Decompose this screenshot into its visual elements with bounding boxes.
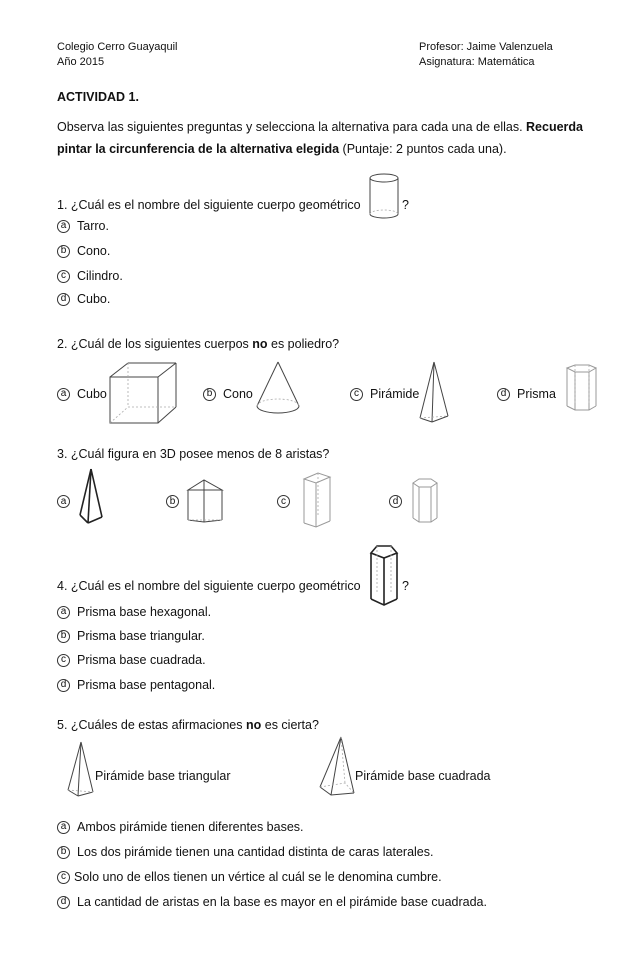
option-label: Solo uno de ellos tienen un vértice al cuál se le denomina cumbre. [74,870,442,884]
teacher: Profesor: Jaime Valenzuela [419,41,553,53]
q2-option-d[interactable] [497,387,556,401]
radio-circle[interactable]: b [57,846,70,859]
q1-option-c[interactable] [57,269,123,283]
q3-option-b[interactable] [166,495,186,508]
q2-text-start: 2. ¿Cuál de los siguientes cuerpos [57,337,253,351]
q1-text: 1. ¿Cuál es el nombre del siguiente cuerpo geométrico [57,198,361,212]
pyramid-figure [417,360,451,426]
fig1-label: Pirámide base triangular [95,769,231,783]
q2-text [57,336,339,352]
q5-text [57,717,319,733]
q5-option-c[interactable] [57,870,442,884]
pentagonal-prism-figure [367,543,401,609]
instructions-score: (Puntaje: 2 puntos cada una). [339,142,507,156]
option-label: Ambos pirámide tienen diferentes bases. [77,820,304,834]
cone-figure [254,360,302,418]
option-label: Pirámide [370,387,420,401]
option-label: Prisma base triangular. [77,629,205,643]
q3-option-a[interactable] [57,495,77,508]
square-pyramid-figure [318,735,358,801]
cube-figure [108,361,180,427]
option-label: Prisma base pentagonal. [77,678,216,692]
radio-circle[interactable]: d [57,293,70,306]
option-label: Cubo. [77,292,111,306]
option-label: Tarro. [77,219,109,233]
hexagonal-prism-figure [561,364,601,416]
q5-text-end: es cierta? [261,718,319,732]
radio-circle[interactable]: c [277,495,290,508]
radio-circle[interactable]: a [57,821,70,834]
radio-circle[interactable]: c [350,388,363,401]
q2-option-a[interactable] [57,387,107,401]
instructions [57,116,592,160]
year: Año 2015 [57,56,105,68]
radio-circle[interactable]: d [57,896,70,909]
option-label: Prisma base cuadrada. [77,653,206,667]
square-prism-figure [300,471,334,531]
radio-circle[interactable]: a [57,220,70,233]
q5-text-start: 5. ¿Cuáles de estas afirmaciones [57,718,246,732]
q5-text-bold: no [245,718,262,732]
option-label: Prisma base hexagonal. [77,605,212,619]
option-label: Cilindro. [77,269,123,283]
option-label: Los dos pirámide tienen una cantidad distinta de caras laterales. [77,845,434,859]
radio-circle[interactable]: b [57,245,70,258]
option-label: Cubo [77,387,107,401]
triangular-pyramid-figure-q5 [66,740,96,800]
radio-circle[interactable]: b [166,495,179,508]
radio-circle[interactable]: b [203,388,216,401]
activity-title: ACTIVIDAD 1. [57,90,139,104]
q1-option-d[interactable] [57,292,110,306]
q1-question-mark: ? [402,198,409,212]
q5-option-d[interactable] [57,895,487,909]
subject: Asignatura: Matemática [419,56,535,68]
q5-option-a[interactable] [57,820,304,834]
q4-option-a[interactable] [57,605,211,619]
triangular-pyramid-figure [78,467,104,527]
school-name: Colegio Cerro Guayaquil [57,41,178,53]
radio-circle[interactable]: a [57,606,70,619]
instructions-bold: Recuerda pintar la circunferencia de la alternativa elegida [57,120,584,156]
radio-circle[interactable]: d [497,388,510,401]
radio-circle[interactable]: c [57,871,70,884]
q3-option-c[interactable] [277,495,297,508]
q4-option-c[interactable] [57,653,206,667]
triangular-prism-figure [184,478,226,526]
q3-option-d[interactable] [389,495,409,508]
radio-circle[interactable]: a [57,495,70,508]
q2-option-c[interactable] [350,387,419,401]
cylinder-figure [366,172,402,222]
q3-text: 3. ¿Cuál figura en 3D posee menos de 8 aristas? [57,447,330,461]
instructions-text: Observa las siguientes preguntas y selecciona la alternativa para cada una de ellas. [57,120,527,134]
radio-circle[interactable]: c [57,654,70,667]
q4-question-mark: ? [402,579,409,593]
q4-option-d[interactable] [57,678,215,692]
radio-circle[interactable]: c [57,270,70,283]
radio-circle[interactable]: d [57,679,70,692]
option-label: Cono. [77,244,111,258]
radio-circle[interactable]: a [57,388,70,401]
q2-option-b[interactable] [203,387,253,401]
q2-text-end: es poliedro? [267,337,340,351]
radio-circle[interactable]: d [389,495,402,508]
option-label: La cantidad de aristas en la base es mayor en el pirámide base cuadrada. [77,895,487,909]
q1-option-b[interactable] [57,244,110,258]
q4-option-b[interactable] [57,629,205,643]
option-label: Cono [223,387,253,401]
hexagonal-prism-figure-small [410,478,440,526]
fig2-label: Pirámide base cuadrada [355,769,491,783]
q4-text: 4. ¿Cuál es el nombre del siguiente cuerpo geométrico [57,579,361,593]
q5-option-b[interactable] [57,845,433,859]
q2-text-bold: no [252,337,268,351]
option-label: Prisma [517,387,556,401]
q1-option-a[interactable] [57,219,109,233]
radio-circle[interactable]: b [57,630,70,643]
